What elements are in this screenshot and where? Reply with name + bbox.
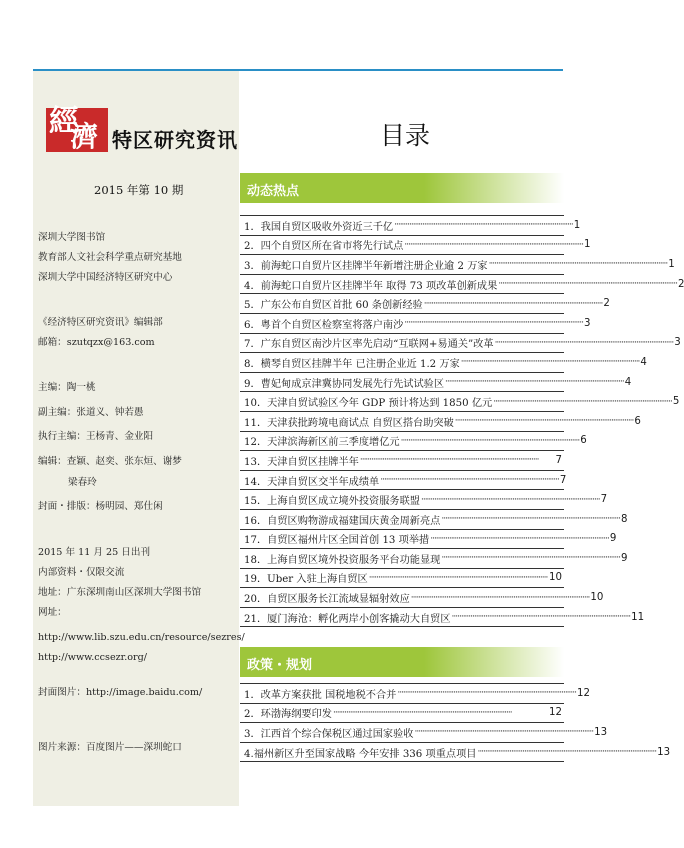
toc-entry[interactable] bbox=[240, 294, 610, 314]
dot-leader bbox=[489, 259, 668, 269]
editors-cont: 梁春玲 bbox=[68, 477, 97, 488]
toc-page-number: 4 bbox=[624, 376, 632, 388]
toc-entry-title: 18．上海自贸区境外投资服务平台功能显现 bbox=[244, 554, 441, 566]
toc-entry[interactable] bbox=[240, 569, 564, 589]
toc-entry-title: 6．粤首个自贸区检察室将落户南沙 bbox=[244, 319, 404, 331]
toc-page-number: 12 bbox=[549, 707, 562, 719]
toc-page-number: 12 bbox=[576, 687, 590, 699]
dot-leader bbox=[404, 318, 583, 328]
org-library: 深圳大学图书馆 bbox=[38, 232, 106, 243]
dot-leader bbox=[477, 747, 656, 757]
dot-leader bbox=[360, 455, 555, 465]
logo-char-2: 濟 bbox=[70, 120, 99, 153]
toc-entry[interactable] bbox=[240, 314, 591, 334]
executive-editor: 执行主编：王杨青、金业阳 bbox=[38, 431, 154, 442]
toc-page-number: 1 bbox=[668, 258, 675, 270]
dot-leader bbox=[404, 240, 583, 250]
issue-number: 2015 年第 10 期 bbox=[94, 183, 184, 197]
editorial-office: 《经济特区研究资讯》编辑部 bbox=[38, 317, 163, 328]
toc-entry-title: 9．曹妃甸成京津冀协同发展先行先试试验区 bbox=[244, 378, 445, 390]
toc-entry[interactable] bbox=[240, 588, 604, 608]
toc-entry[interactable] bbox=[240, 373, 632, 393]
dot-leader bbox=[498, 279, 677, 289]
toc-entry-title: 15．上海自贸区成立境外投资服务联盟 bbox=[244, 496, 420, 508]
toc-page-number: 4 bbox=[640, 356, 647, 368]
toc-entry-title: 2．四个自贸区所在省市将先行试点 bbox=[244, 241, 404, 253]
toc-entry[interactable] bbox=[240, 392, 680, 412]
toc-page-number: 9 bbox=[620, 552, 628, 564]
toc-entry[interactable] bbox=[240, 510, 628, 530]
toc-entry-title: 21．厦门海沧：孵化两岸小创客撬动大自贸区 bbox=[244, 613, 451, 625]
org-center: 深圳大学中国经济特区研究中心 bbox=[38, 272, 173, 283]
toc-page-number: 10 bbox=[590, 592, 604, 604]
toc-entry-title: 13．天津自贸区挂牌半年 bbox=[244, 456, 359, 468]
section-title: 政策・规划 bbox=[247, 658, 313, 673]
dot-leader bbox=[421, 495, 600, 505]
toc-entry[interactable] bbox=[240, 704, 564, 724]
toc-entry[interactable] bbox=[240, 275, 684, 295]
toc-entry[interactable] bbox=[240, 530, 617, 550]
cover-image-credit: 封面图片：http://image.baidu.com/ bbox=[38, 687, 203, 698]
address: 地址：广东深圳南山区深圳大学图书馆 bbox=[38, 587, 202, 598]
toc-list-hot-topics bbox=[240, 215, 684, 627]
dot-leader bbox=[441, 514, 620, 524]
toc-entry[interactable] bbox=[240, 216, 581, 236]
toc-page-number: 8 bbox=[620, 513, 628, 525]
deputy-editor: 副主编：张道义、钟若愚 bbox=[38, 407, 144, 418]
section-title: 动态热点 bbox=[247, 184, 300, 199]
dot-leader bbox=[369, 573, 548, 583]
toc-entry[interactable] bbox=[240, 236, 591, 256]
toc-entry-title: 4．前海蛇口自贸片区挂牌半年 取得 73 项改革创新成果 bbox=[244, 280, 498, 292]
header-fade bbox=[424, 173, 564, 203]
toc-entry-title: 3．前海蛇口自贸片区挂牌半年新增注册企业逾 2 万家 bbox=[244, 260, 488, 272]
dot-leader bbox=[401, 436, 580, 446]
dot-leader bbox=[452, 612, 631, 622]
toc-page-number: 7 bbox=[559, 474, 567, 486]
toc-page-number: 13 bbox=[657, 746, 671, 758]
toc-entry-title: 5．广东公布自贸区首批 60 条创新经验 bbox=[244, 300, 423, 312]
toc-page-number: 3 bbox=[674, 337, 681, 349]
toc-entry[interactable] bbox=[240, 412, 641, 432]
section-header-policy bbox=[240, 647, 564, 677]
dot-leader bbox=[411, 593, 590, 603]
toc-page-number: 6 bbox=[580, 435, 587, 447]
toc-entry-title: 3．江西首个综合保税区通过国家验收 bbox=[244, 728, 414, 740]
toc-entry-title: 1．改革方案获批 国税地税不合并 bbox=[244, 689, 397, 701]
toc-entry-title: 8．横琴自贸区挂牌半年 已注册企业近 1.2 万家 bbox=[244, 358, 460, 370]
toc-entry[interactable] bbox=[240, 549, 628, 569]
dot-leader bbox=[414, 727, 593, 737]
image-source: 图片来源：百度图片——深圳蛇口 bbox=[38, 742, 182, 753]
toc-page-number: 10 bbox=[549, 572, 562, 584]
toc-entry-title: 12．天津滨海新区前三季度增亿元 bbox=[244, 437, 400, 449]
toc-entry-title: 17．自贸区福州片区全国首创 13 项举措 bbox=[244, 535, 430, 547]
website-url-2: http://www.ccsezr.org/ bbox=[38, 652, 147, 663]
toc-list-policy bbox=[240, 683, 671, 762]
toc-entry[interactable] bbox=[240, 608, 645, 628]
toc-entry-title: 19．Uber 入驻上海自贸区 bbox=[244, 574, 368, 586]
toc-page-number: 2 bbox=[677, 278, 684, 290]
toc-entry[interactable] bbox=[240, 723, 608, 743]
logo-char-1: 經 bbox=[49, 104, 79, 139]
toc-page-number: 7 bbox=[600, 494, 608, 506]
dot-leader bbox=[394, 220, 573, 230]
toc-page-number: 9 bbox=[609, 533, 617, 545]
publish-date: 2015 年 11 月 25 日出刊 bbox=[38, 547, 151, 558]
internal-note: 内部资料・仅限交流 bbox=[38, 567, 125, 578]
page-title: 目录 bbox=[380, 121, 431, 150]
section-header-hot-topics bbox=[240, 173, 564, 203]
toc-entry[interactable] bbox=[240, 334, 681, 354]
toc-entry[interactable] bbox=[240, 684, 590, 704]
toc-page-number: 2 bbox=[603, 298, 610, 310]
dot-leader bbox=[445, 377, 624, 387]
email: 邮箱：szutqzx@163.com bbox=[38, 337, 155, 348]
toc-page-number: 3 bbox=[583, 317, 591, 329]
toc-entry-title: 10．天津自贸试验区今年 GDP 预计将达到 1850 亿元 bbox=[244, 398, 493, 410]
toc-entry[interactable] bbox=[240, 471, 567, 491]
dot-leader bbox=[333, 708, 548, 718]
journal-logo bbox=[46, 104, 238, 154]
toc-page-number: 7 bbox=[555, 454, 562, 466]
toc-entry[interactable] bbox=[240, 490, 608, 510]
dot-leader bbox=[380, 475, 559, 485]
toc-entry[interactable] bbox=[240, 255, 675, 275]
toc-entry-title: 1．我国自贸区吸收外资近三千亿 bbox=[244, 221, 394, 233]
layout-credit: 封面・排版：杨明园、郑仕闲 bbox=[38, 501, 163, 512]
toc-entry-title: 4.福州新区升至国家战略 今年安排 336 项重点项目 bbox=[244, 748, 477, 760]
toc-entry-title: 16．自贸区购物游成福建国庆黄金周新亮点 bbox=[244, 515, 441, 527]
website-url-1: http://www.lib.szu.edu.cn/resource/sezres/ bbox=[38, 632, 245, 643]
toc-entry[interactable] bbox=[240, 451, 564, 471]
toc-entry-title: 14．天津自贸区交半年成绩单 bbox=[244, 476, 380, 488]
dot-leader bbox=[397, 688, 576, 698]
dot-leader bbox=[495, 338, 674, 348]
toc-entry-title: 7．广东自贸区南沙片区率先启动“互联网+易通关”改革 bbox=[244, 339, 494, 351]
toc-page-number: 1 bbox=[573, 219, 581, 231]
org-base: 教育部人文社会科学重点研究基地 bbox=[38, 252, 182, 263]
toc-page-number: 1 bbox=[583, 239, 591, 251]
toc-entry[interactable] bbox=[240, 353, 647, 373]
dot-leader bbox=[430, 534, 609, 544]
toc-page-number: 5 bbox=[672, 396, 680, 408]
toc-entry-title: 20．自贸区服务长江流域显辐射效应 bbox=[244, 594, 410, 606]
toc-page-number: 13 bbox=[594, 726, 608, 738]
dot-leader bbox=[424, 299, 603, 309]
editors: 编辑：查颖、赵奕、张东烜、谢梦 bbox=[38, 456, 182, 467]
dot-leader bbox=[493, 397, 672, 407]
dot-leader bbox=[441, 553, 620, 563]
toc-entry-title: 11．天津获批跨境电商试点 自贸区搭台助突破 bbox=[244, 417, 454, 429]
toc-page-number: 11 bbox=[631, 611, 645, 623]
header-fade bbox=[424, 647, 564, 677]
logo-text: 特区研究资讯 bbox=[112, 128, 238, 152]
chief-editor: 主编：陶一桃 bbox=[38, 382, 96, 393]
dot-leader bbox=[461, 357, 640, 367]
toc-entry-title: 2．环渤海纲要印发 bbox=[244, 709, 332, 721]
toc-page-number: 6 bbox=[634, 415, 641, 427]
dot-leader bbox=[455, 416, 634, 426]
toc-entry[interactable] bbox=[240, 432, 587, 452]
website-label: 网址： bbox=[38, 607, 67, 618]
toc-entry[interactable] bbox=[240, 743, 671, 763]
